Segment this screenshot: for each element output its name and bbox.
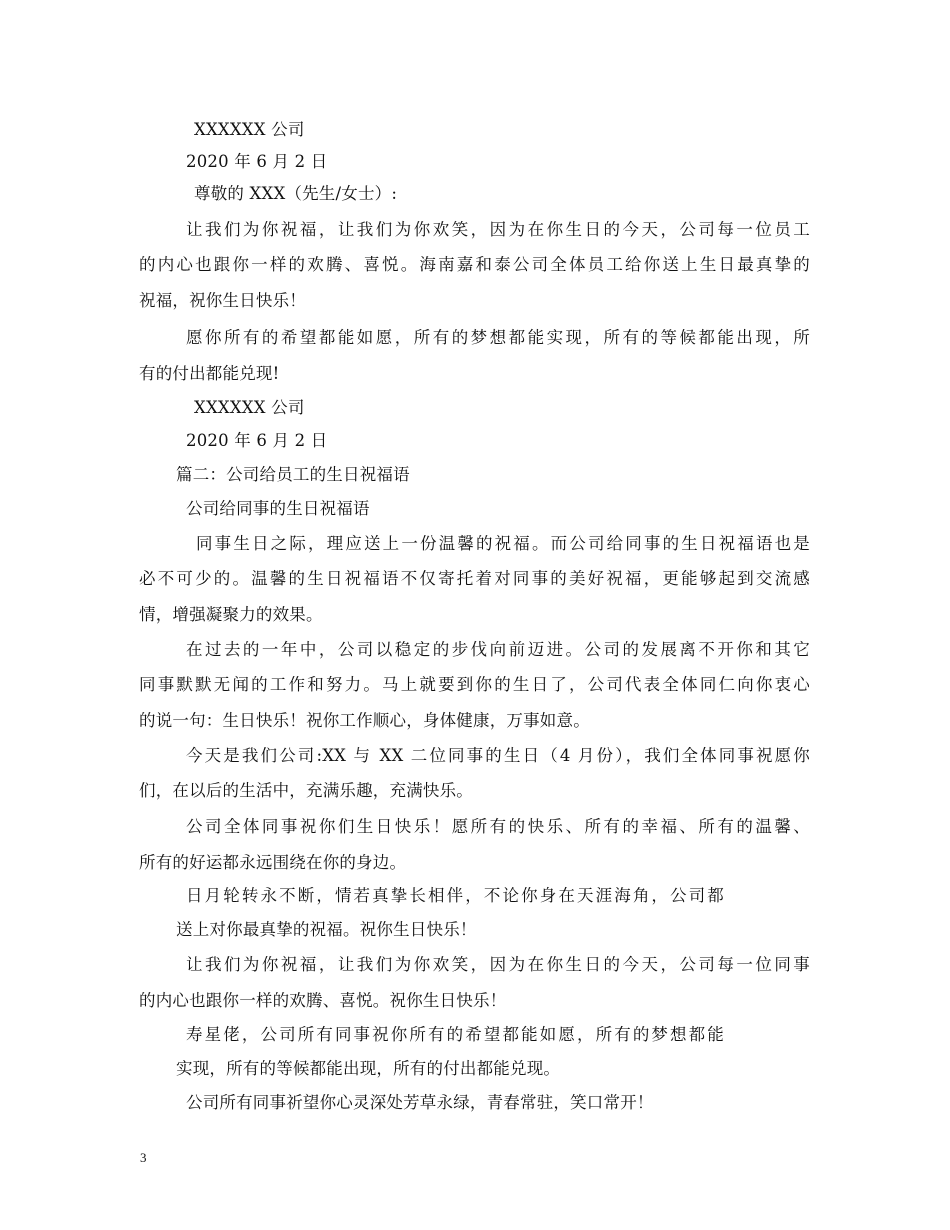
paragraph-line: 让我们为你祝福，让我们为你欢笑，因为在你生日的今天，公司每一位同事	[186, 955, 810, 974]
paragraph-line: 送上对你最真挚的祝福。祝你生日快乐！	[176, 920, 477, 939]
paragraph-line: 愿你所有的希望都能如愿，所有的梦想都能实现，所有的等候都能出现，所	[186, 328, 810, 347]
paragraph-line: 寿星佬，公司所有同事祝你所有的希望都能如愿，所有的梦想都能	[186, 1025, 724, 1044]
paragraph-line: 的说一句：生日快乐！祝你工作顺心，身体健康，万事如意。	[139, 711, 590, 730]
paragraph-line: 必不可少的。温馨的生日祝福语不仅寄托着对同事的美好祝福，更能够起到交流感	[139, 569, 810, 588]
paragraph-line: 同事默默无闻的工作和努力。马上就要到你的生日了，公司代表全体同仁向你衷心	[139, 675, 810, 694]
section-subtitle: 公司给同事的生日祝福语	[186, 499, 370, 518]
paragraph-line: 在过去的一年中，公司以稳定的步伐向前迈进。公司的发展离不开你和其它	[186, 640, 810, 659]
page-number: 3	[140, 1150, 147, 1165]
paragraph-line: 祝福，祝你生日快乐！	[139, 291, 306, 310]
company-name-1: XXXXXX 公司	[194, 120, 305, 139]
paragraph-line: 情，增强凝聚力的效果。	[139, 605, 323, 624]
date-1: 2020 年 6 月 2 日	[186, 152, 328, 171]
paragraph-line: 的内心也跟你一样的欢腾、喜悦。祝你生日快乐！	[139, 991, 507, 1010]
paragraph-line: 公司全体同事祝你们生日快乐！愿所有的快乐、所有的幸福、所有的温馨、	[186, 817, 810, 836]
paragraph-line: 们，在以后的生活中，充满乐趣，充满快乐。	[139, 781, 473, 800]
section-heading: 篇二：公司给员工的生日祝福语	[176, 465, 410, 484]
paragraph-line: 让我们为你祝福，让我们为你欢笑，因为在你生日的今天，公司每一位员工	[186, 220, 810, 239]
date-2: 2020 年 6 月 2 日	[186, 431, 328, 450]
paragraph-line: 公司所有同事祈望你心灵深处芳草永绿，青春常驻，笑口常开！	[186, 1093, 654, 1112]
paragraph-line: 同事生日之际，理应送上一份温馨的祝福。而公司给同事的生日祝福语也是	[196, 534, 810, 553]
company-name-2: XXXXXX 公司	[194, 398, 305, 417]
salutation: 尊敬的 XXX（先生/女士）:	[194, 184, 398, 203]
paragraph-line: 日月轮转永不断，情若真挚长相伴，不论你身在天涯海角，公司都	[186, 886, 724, 905]
paragraph-line: 的内心也跟你一样的欢腾、喜悦。海南嘉和泰公司全体员工给你送上生日最真挚的	[139, 255, 810, 274]
paragraph-line: 有的付出都能兑现!	[139, 364, 280, 383]
paragraph-line: 所有的好运都永远围绕在你的身边。	[139, 853, 407, 872]
paragraph-line: 今天是我们公司:XX 与 XX 二位同事的生日（4 月份），我们全体同事祝愿你	[186, 746, 810, 765]
paragraph-line: 实现，所有的等候都能出现，所有的付出都能兑现。	[176, 1059, 561, 1078]
